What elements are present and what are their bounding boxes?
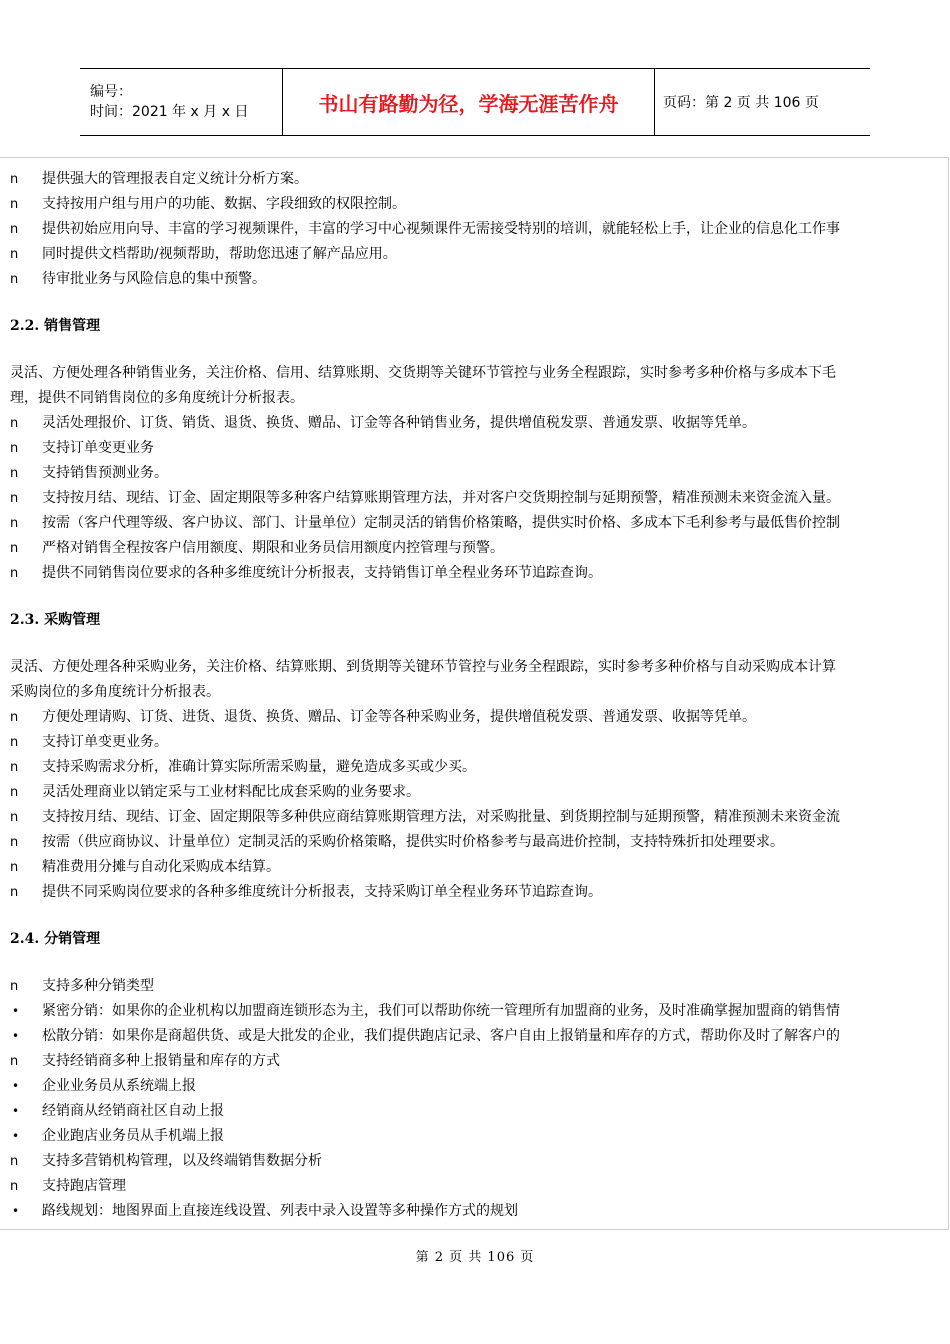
bullet-marker: n — [10, 1054, 19, 1069]
bullet-marker: n — [10, 810, 19, 825]
section-heading-distribution: 2.4. 分销管理 — [10, 931, 101, 947]
page-footer: 第 2 页 共 106 页 — [415, 1250, 535, 1265]
bullet-marker: n — [10, 541, 19, 556]
bullet-marker: n — [10, 1179, 19, 1194]
list-item: n 支持多营销机构管理，以及终端销售数据分析 — [10, 1149, 949, 1174]
list-item: • 企业业务员从系统端上报 — [10, 1074, 949, 1099]
bullet-dot-marker: • — [12, 1079, 20, 1093]
list-item: n 严格对销售全程按客户信用额度、期限和业务员信用额度内控管理与预警。 — [10, 536, 949, 561]
bullet-marker: n — [10, 760, 19, 775]
bullet-marker: n — [10, 835, 19, 850]
bullet-marker: n — [10, 735, 19, 750]
list-item: • 紧密分销：如果你的企业机构以加盟商连锁形态为主，我们可以帮助你统一管理所有加盟商的业务，及时准确掌握加盟商的销售情 — [10, 999, 949, 1024]
number-label: 编号： — [90, 84, 132, 100]
bullet-marker: n — [10, 491, 19, 506]
list-item: n 支持按月结、现结、订金、固定期限等多种供应商结算账期管理方法，对采购批量、到货期控制与延期预警，精准预测未来资金流 — [10, 805, 949, 830]
list-item: n 方便处理请购、订货、进货、退货、换货、赠品、订金等各种采购业务，提供增值税发票、普通发票、收据等凭单。 — [10, 705, 949, 730]
bullet-marker: n — [10, 272, 19, 287]
bullet-marker: n — [10, 441, 19, 456]
list-item: n 按需（供应商协议、计量单位）定制灵活的采购价格策略，提供实时价格参考与最高进价控制，支持特殊折扣处理要求。 — [10, 830, 949, 855]
list-item: n 提供不同采购岗位要求的各种多维度统计分析报表，支持采购订单全程业务环节追踪查询。 — [10, 880, 949, 905]
sales-paragraph-line: 灵活、方便处理各种销售业务，关注价格、信用、结算账期、交货期等关键环节管控与业务全程跟踪，实时参考多种价格与多成本下毛 — [10, 365, 836, 381]
header-motto: 书山有路勤为径，学海无涯苦作舟 — [282, 69, 655, 135]
bullet-dot-marker: • — [12, 1204, 20, 1218]
section-heading-purchase: 2.3. 采购管理 — [10, 612, 101, 628]
bullet-marker: n — [10, 710, 19, 725]
bullet-marker: n — [10, 566, 19, 581]
list-item: n 灵活处理报价、订货、销货、退货、换货、赠品、订金等各种销售业务，提供增值税发票、普通发票、收据等凭单。 — [10, 411, 949, 436]
list-item: n 按需（客户代理等级、客户协议、部门、计量单位）定制灵活的销售价格策略，提供实时价格、多成本下毛利参考与最低售价控制 — [10, 511, 949, 536]
bullet-marker: n — [10, 247, 19, 262]
list-item: n 提供不同销售岗位要求的各种多维度统计分析报表，支持销售订单全程业务环节追踪查询。 — [10, 561, 949, 586]
bullet-marker: n — [10, 860, 19, 875]
time-label: 时间：2021 年 x 月 x 日 — [90, 104, 249, 120]
list-item: • 经销商从经销商社区自动上报 — [10, 1099, 949, 1124]
bullet-marker: n — [10, 1154, 19, 1169]
list-item: n 支持按用户组与用户的功能、数据、字段细致的权限控制。 — [10, 192, 949, 217]
list-item: n 灵活处理商业以销定采与工业材料配比成套采购的业务要求。 — [10, 780, 949, 805]
list-item: n 支持订单变更业务 — [10, 436, 949, 461]
list-item: • 松散分销：如果你是商超供货、或是大批发的企业，我们提供跑店记录、客户自由上报销量和库存的方式，帮助你及时了解客户的 — [10, 1024, 949, 1049]
header-page-info: 页码：第 2 页 共 106 页 — [663, 95, 819, 111]
list-item: n 支持采购需求分析，准确计算实际所需采购量，避免造成多买或少买。 — [10, 755, 949, 780]
bullet-marker: n — [10, 172, 19, 187]
bullet-marker: n — [10, 885, 19, 900]
bullet-marker: n — [10, 979, 19, 994]
list-item: n 提供初始应用向导、丰富的学习视频课件，丰富的学习中心视频课件无需接受特别的培训，就能轻松上手，让企业的信息化工作事 — [10, 217, 949, 242]
bullet-marker: n — [10, 222, 19, 237]
section-heading-sales: 2.2. 销售管理 — [10, 318, 101, 334]
purchase-paragraph-line: 灵活、方便处理各种采购业务，关注价格、结算账期、到货期等关键环节管控与业务全程跟踪，实时参考多种价格与自动采购成本计算 — [10, 659, 836, 675]
list-item: n 支持订单变更业务。 — [10, 730, 949, 755]
bullet-marker: n — [10, 516, 19, 531]
bullet-dot-marker: • — [12, 1104, 20, 1118]
document-body — [10, 167, 949, 1224]
purchase-paragraph-line: 采购岗位的多角度统计分析报表。 — [10, 684, 220, 700]
list-item: n 支持经销商多种上报销量和库存的方式 — [10, 1049, 949, 1074]
list-item: n 精准费用分摊与自动化采购成本结算。 — [10, 855, 949, 880]
list-item: • 路线规划：地图界面上直接连线设置、列表中录入设置等多种操作方式的规划 — [10, 1199, 949, 1224]
list-item: n 提供强大的管理报表自定义统计分析方案。 — [10, 167, 949, 192]
list-item: n 待审批业务与风险信息的集中预警。 — [10, 267, 949, 292]
list-item: n 支持按月结、现结、订金、固定期限等多种客户结算账期管理方法，并对客户交货期控制与延期预警，精准预测未来资金流入量。 — [10, 486, 949, 511]
bullet-marker: n — [10, 416, 19, 431]
header-meta — [80, 69, 282, 135]
list-item: n 支持销售预测业务。 — [10, 461, 949, 486]
bullet-dot-marker: • — [12, 1004, 20, 1018]
header-table — [80, 68, 870, 136]
bullet-marker: n — [10, 197, 19, 212]
bullet-marker: n — [10, 785, 19, 800]
list-item: n 支持多种分销类型 — [10, 974, 949, 999]
list-item: n 支持跑店管理 — [10, 1174, 949, 1199]
bullet-dot-marker: • — [12, 1129, 20, 1143]
sales-paragraph-line: 理，提供不同销售岗位的多角度统计分析报表。 — [10, 390, 304, 406]
content-frame — [0, 157, 949, 1230]
list-item: n 同时提供文档帮助/视频帮助，帮助您迅速了解产品应用。 — [10, 242, 949, 267]
list-item: • 企业跑店业务员从手机端上报 — [10, 1124, 949, 1149]
bullet-marker: n — [10, 466, 19, 481]
bullet-dot-marker: • — [12, 1029, 20, 1043]
